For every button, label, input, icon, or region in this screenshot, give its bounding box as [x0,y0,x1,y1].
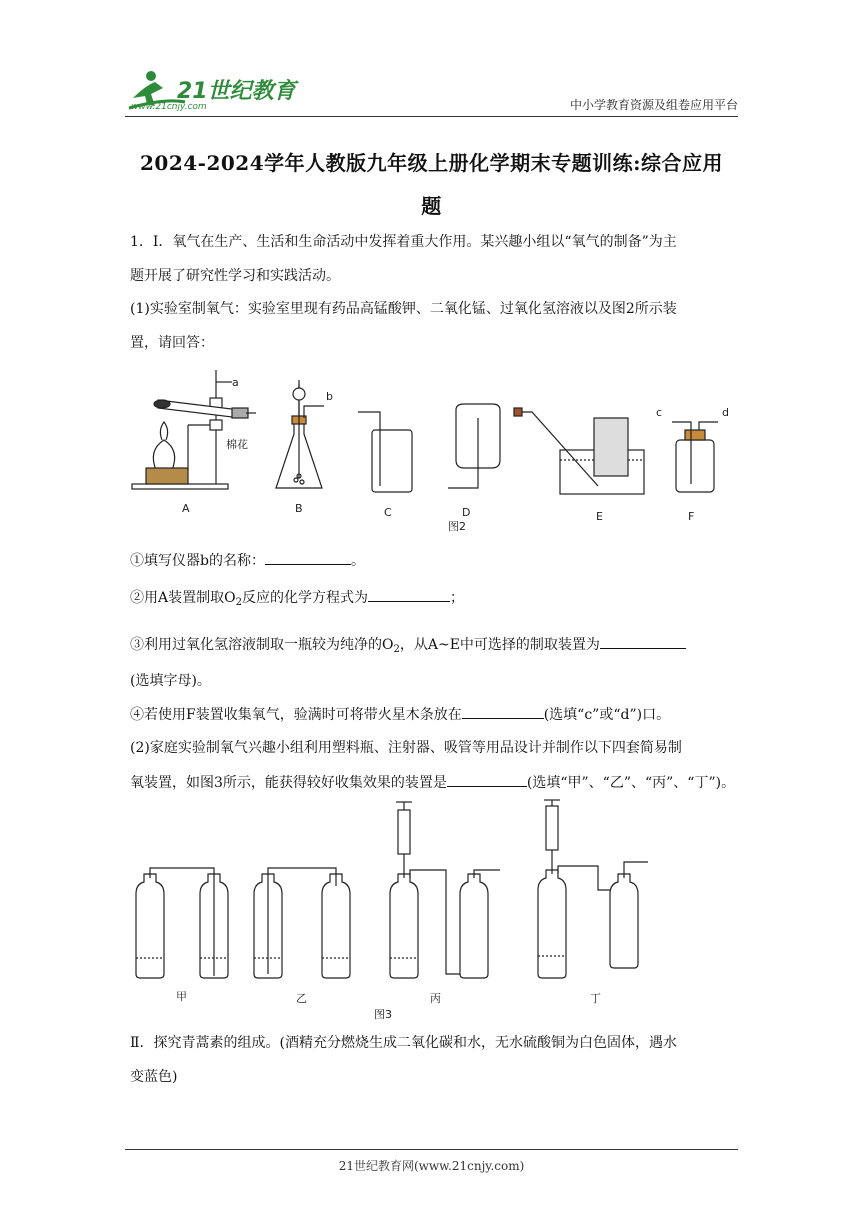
fig2-mark-b: b [326,390,333,403]
subq3-o: O [382,637,394,653]
subq2-text: ②用A装置制取 [130,590,225,606]
apparatus-f [672,422,718,492]
fig3-label-bing: 丙 [430,992,441,1005]
fig3-label-yi: 乙 [296,992,307,1005]
q1-part2-ii-line2: 变蓝色) [130,1069,178,1085]
fig2-cotton-label: 棉花 [226,438,248,451]
apparatus-e [514,408,644,494]
subq2-text2: 反应的化学方程式为 [241,590,368,606]
apparatus-c [358,412,412,492]
fig2-mark-a: a [232,376,239,389]
subq4-text: ④若使用F装置收集氧气，验满时可将带火星木条放在 [130,707,462,723]
fig3-label-ding: 丁 [590,992,601,1005]
q1-part1-line2: 置，请回答： [130,335,214,351]
bottle-set-jia [136,868,228,978]
fig2-label-d: D [462,506,471,519]
q1-part2-ii-line1: Ⅱ．探究青蒿素的组成。(酒精充分燃烧生成二氧化碳和水，无水硫酸铜为白色固体，遇水 [130,1035,677,1051]
bottle-set-ding [538,800,648,978]
fig3-caption: 图3 [374,1008,392,1020]
apparatus-d [448,404,500,488]
subq1-blank[interactable] [265,550,351,565]
footer-text: 21世纪教育网(www.21cnjy.com) [338,1159,525,1173]
fig2-label-f: F [688,510,695,523]
q1-part2-line1: (2)家庭实验制氧气兴趣小组利用塑料瓶、注射器、吸管等用品设计并制作以下四套简易制 [130,740,682,756]
q1-intro-line2: 题开展了研究性学习和实践活动。 [130,268,340,284]
part2-blank[interactable] [447,772,527,787]
subq2-blank[interactable] [368,587,450,602]
page-header [125,68,738,118]
subq2-o: O [224,590,236,606]
subq2-end: ； [449,590,464,606]
q1-part1-line1: (1)实验室制氧气：实验室里现有药品高锰酸钾、二氧化锰、过氧化氢溶液以及图2所示装 [130,301,677,317]
fig2-label-e: E [596,510,603,523]
fig3-label-jia: 甲 [176,990,187,1003]
q1-part2-line2 [130,772,738,793]
fig2-caption: 图2 [448,520,466,533]
subq3-text: ③利用过氧化氢溶液制取一瓶较为纯净的 [130,637,382,653]
subq1-end: 。 [350,553,365,569]
q1-subq1 [130,550,738,571]
subq3-blank[interactable] [600,634,686,649]
part2-end: (选填“甲”、“乙”、“丙”、“丁”)。 [526,775,736,791]
bottle-set-bing [390,802,500,978]
fig2-mark-d: d [722,406,729,419]
part2-text: 氧装置，如图3所示，能获得较好收集效果的装置是 [130,775,447,791]
q1-subq3-line2: (选填字母)。 [130,673,211,689]
subq2-sub: 2 [235,597,242,608]
bottle-set-yi [254,868,350,978]
figure-3-bottles [128,798,728,1020]
page-title-line1: 2024-2024学年人教版九年级上册化学期末专题训练:综合应用 [139,151,723,175]
logo-text: 21世纪教育 [177,79,296,104]
header-divider [125,116,738,117]
fig2-label-a: A [182,502,190,515]
subq3-text2: ，从A~E中可选择的制取装置为 [399,637,600,653]
logo-subtext: www.21cnjy.com [131,102,207,112]
subq3-sub: 2 [393,644,400,655]
q1-subq2 [130,587,738,613]
subq4-blank[interactable] [462,704,544,719]
q1-subq3 [130,634,738,660]
subq1-text: ①填写仪器b的名称： [130,553,265,569]
page-title-line2: 题 [421,194,442,218]
q1-intro-line1: 1．Ⅰ．氧气在生产、生活和生命活动中发挥着重大作用。某兴趣小组以“氧气的制备”为主 [130,234,677,250]
fig2-label-c: C [384,506,392,519]
fig2-mark-c: c [656,406,663,419]
footer-divider [125,1149,738,1150]
q1-subq4 [130,704,738,725]
apparatus-b [276,380,324,488]
platform-name: 中小学教育资源及组卷应用平台 [569,98,738,112]
figure-2-apparatus [128,360,748,538]
subq4-end: (选填“c”或“d”)口。 [543,707,671,723]
fig2-label-b: B [295,502,303,515]
